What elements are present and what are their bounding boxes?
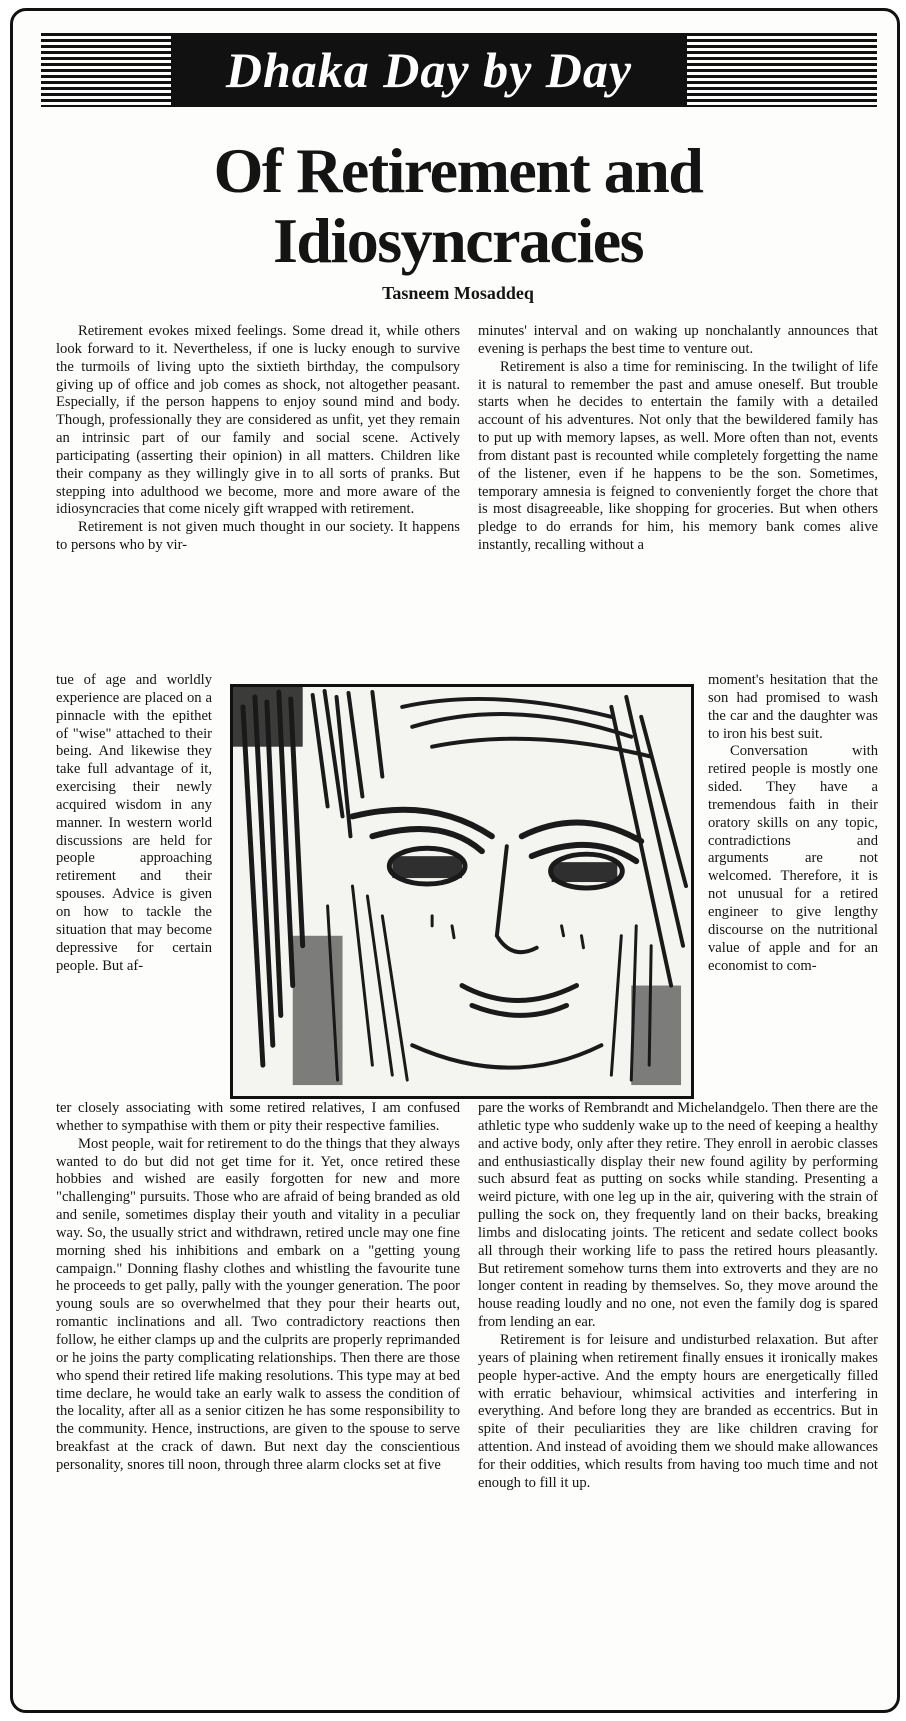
left-column-bottom — [56, 1100, 460, 1475]
banner-title: Dhaka Day by Day — [225, 42, 633, 98]
banner-box — [171, 33, 687, 107]
newspaper-clipping — [10, 8, 900, 1713]
paragraph: Conversation with retired people is mostly one sided. They have a tremendous faith in their oratory skills on any topic, contradictions and arguments are not welcomed. Therefore, it is not unusual for a retired engineer to give lengthy discourse on the nutritional value of apple and for an economist to com- — [708, 743, 878, 974]
headline — [53, 136, 863, 276]
paragraph-continued: minutes' interval and on waking up nonchalantly announces that evening is perhaps the best time to venture out. — [478, 323, 878, 357]
paragraph: Retirement evokes mixed feelings. Some dread it, while others look forward to it. Nevertheless, if one is lucky enough to survive the turmoils of living upto the sixtieth birthday, the compulsory giving up of office and job comes as shock, not altogether peasant. Especially, if the person happens to enjoy sound mind and body. Though, professionally they are considered as unfit, yet they remain an intrinsic part of our family and social scene. Actively participating (asserting their opinion) in all matters. Children like their company as they willingly give in to all sorts of pranks. But stepping into adulthood we become, more and more aware of the idiosyncracies that come nicely gift wrapped with retirement. — [56, 323, 460, 518]
left-column-top — [56, 323, 460, 555]
portrait-illustration — [230, 684, 694, 1099]
headline-line-2: Idiosyncracies — [272, 205, 644, 276]
right-column-wrap — [708, 672, 878, 975]
paragraph-continued: moment's hesitation that the son had promised to wash the car and the daughter was to iron his best suit. — [708, 672, 878, 742]
sketch-face-image — [233, 687, 691, 1096]
column-banner — [41, 33, 877, 107]
paragraph-continued: ter closely associating with some retired relatives, I am confused whether to sympathise with them or pity their respective families. — [56, 1100, 460, 1134]
paragraph: Retirement is for leisure and undisturbed relaxation. But after years of plaining when retirement finally ensues it ironically makes people hyper-active. And the empty hours are energetically filled with erratic behaviour, whimsical activities and interfering in everything. And before long they are branded as eccentrics. But in spite of their peculiarities they are like children craving for attention. And instead of avoiding them we should make allowances for their oddities, which results from having too much time and not enough to fill it up. — [478, 1331, 878, 1491]
left-column-wrap — [56, 672, 212, 975]
headline-line-1: Of Retirement and — [213, 135, 703, 206]
paragraph-continued: pare the works of Rembrandt and Michelandgelo. Then there are the athletic type who suddenly wake up to the need of keeping a healthy and active body, only after they retire. They enroll in aerobic classes and enthusiastically display their new found agility by performing such absurd feat as putting on socks while standing. Presenting a weird picture, with one leg up in the air, quivering with the strain of pulling the sock on, they frequently land on their backs, breaking limbs and dislocating joints. The reticent and sedate collect books all through their working life to pass the retired hours pleasantly. But retirement somehow turns them into extroverts and they are no longer content in reading by themselves. So, they move around the house reading loudly and no one, not even the family dog is spared from lending an ear. — [478, 1100, 878, 1331]
paragraph: Retirement is also a time for reminiscing. In the twilight of life it is natural to remember the past and amuse oneself. But trouble starts when he decides to entertain the family with a detailed account of his adventures. Not only that the bewildered family has to put up with memory lapses, as well. More often than not, events from distant past is recounted while completely forgetting the name of the listener, even if he happens to be the son. Sometimes, temporary amnesia is feigned to conveniently forget the chore that is most disagreeable, like shopping for groceries. But when others pledge to do errands for him, his memory bank comes alive instantly, recalling without a — [478, 358, 878, 554]
paragraph: Retirement is not given much thought in our society. It happens to persons who by vir- — [56, 519, 460, 554]
right-column-top — [478, 323, 878, 555]
paragraph: Most people, wait for retirement to do the things that they always wanted to do but did not get time for it. Yet, once retired these hobbies and wished are easily forgotten for new and more "challenging" pursuits. Those who are afraid of being branded as old and senile, sometimes display their youth and vitality in a peculiar way. So, the usually strict and withdrawn, retired uncle may one fine morning shed his inhibitions and embark on a "getting young campaign." Donning flashy clothes and whistling the favourite tune he proceeds to get pally, pally with the younger generation. The poor young souls are so overwhelmed that they pour their hearts out, romantic inclinations and all. Two contradictory reactions then follow, he either clamps up and the culprits are properly reprimanded or he joins the party complicating relationships. Then there are those who spend their retired life making resolutions. This type may at bed time declare, he would take an early walk to assess the condition of the locality, after all as a senior citizen he has some responsibility to the community. Hence, instructions, are given to the spouse to serve breakfast at the crack of dawn. But next day the conscientious personality, snores till noon, through three alarm clocks set at five — [56, 1135, 460, 1473]
paragraph-continued: tue of age and worldly experience are placed on a pinnacle with the epithet of "wise" attached to their being. And likewise they take full advantage of it, exercising their newly acquired wisdom in any manner. In western world discussions are held for people approaching retirement and their spouses. Advice is given on how to tackle the situation that may become depressive for certain people. But af- — [56, 672, 212, 974]
right-column-bottom — [478, 1100, 878, 1493]
byline: Tasneem Mosaddeq — [382, 283, 534, 303]
